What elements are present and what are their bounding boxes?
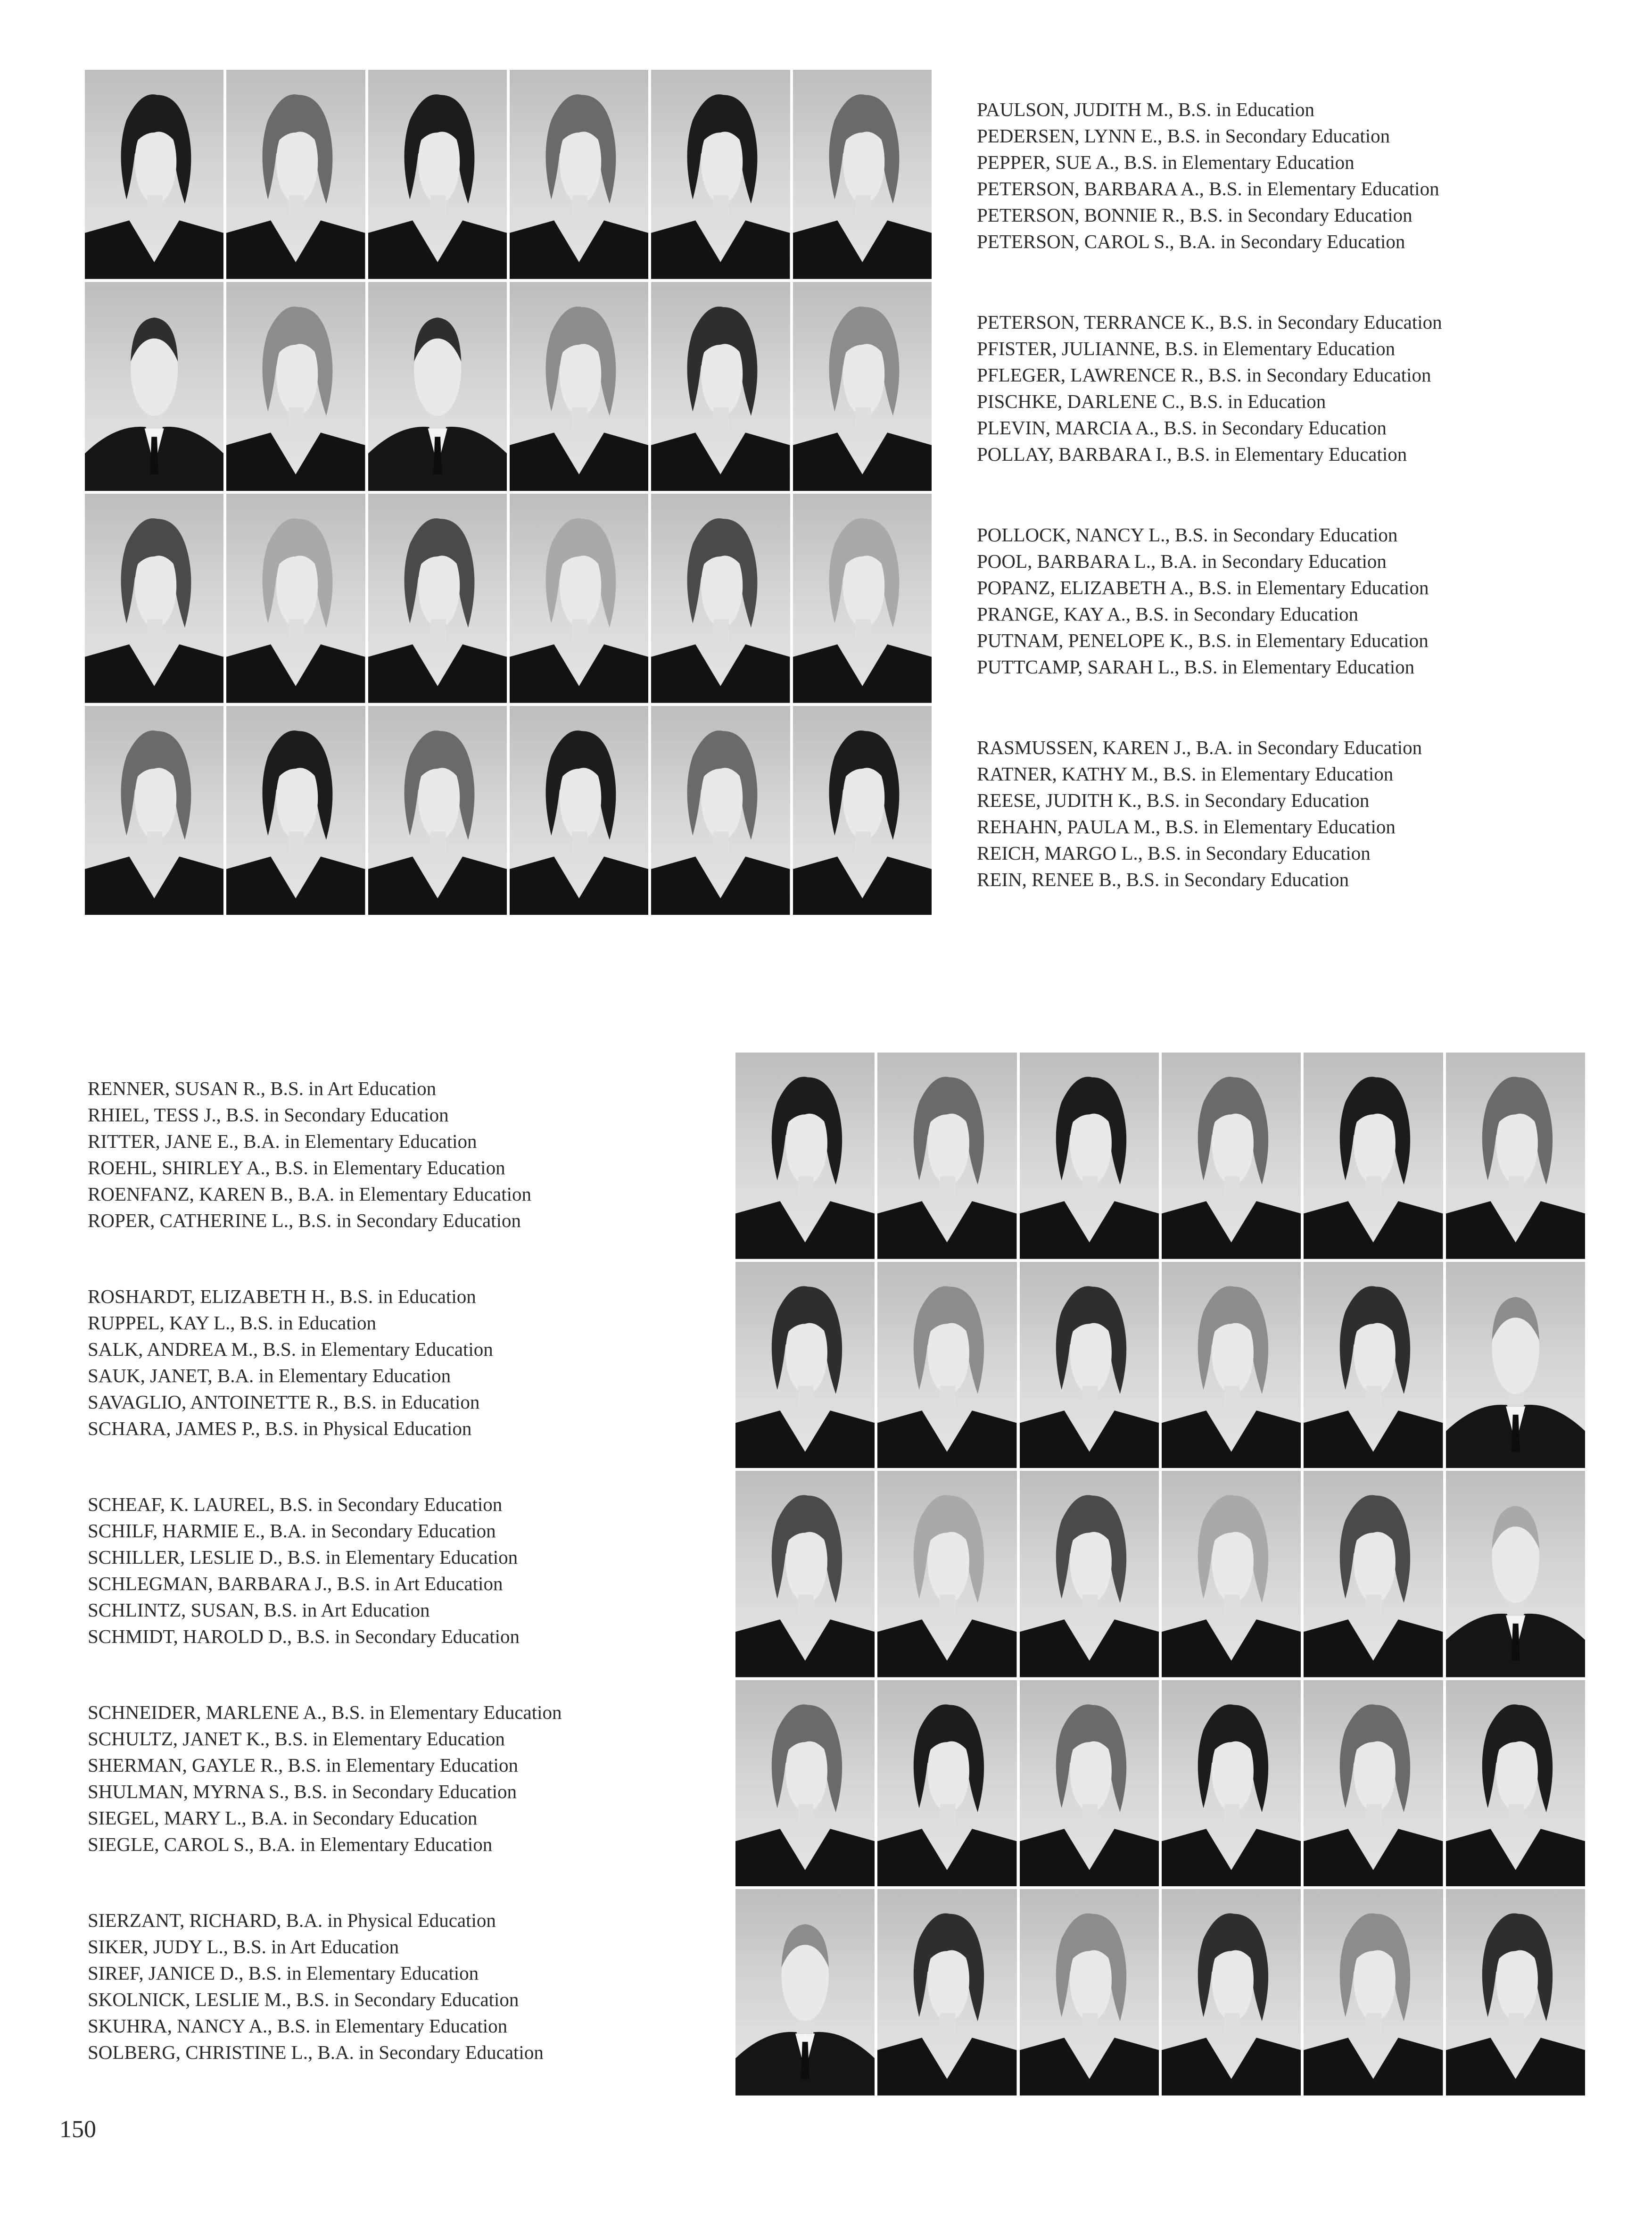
graduate-portrait [651,494,790,703]
graduate-portrait [735,1053,875,1259]
graduate-portrait [85,494,223,703]
graduate-portrait [85,706,223,915]
graduate-portrait [1446,1471,1585,1677]
name-group [88,1075,701,1283]
graduate-portrait [226,706,365,915]
graduate-portrait [651,282,790,491]
graduate-entry: SCHILLER, LESLIE D., B.S. in Elementary Education [88,1546,518,1568]
graduate-entry: SCHLINTZ, SUSAN, B.S. in Art Education [88,1599,430,1621]
graduate-portrait [1162,1053,1301,1259]
graduate-entry: SCHMIDT, HAROLD D., B.S. in Secondary Education [88,1625,520,1647]
graduate-portrait [1020,1680,1159,1887]
graduate-portrait [1020,1262,1159,1468]
graduate-entry: REHAHN, PAULA M., B.S. in Elementary Education [977,816,1396,838]
graduate-entry: PLEVIN, MARCIA A., B.S. in Secondary Education [977,417,1387,439]
graduate-portrait [877,1680,1016,1887]
graduate-portrait [1304,1889,1443,2096]
graduate-entry: SIKER, JUDY L., B.S. in Art Education [88,1936,399,1957]
graduate-portrait [510,282,648,491]
name-group [977,522,1627,734]
graduate-portrait [85,70,223,279]
graduate-portrait [651,70,790,279]
graduate-portrait [368,70,507,279]
graduate-portrait [1162,1262,1301,1468]
graduate-portrait [1304,1053,1443,1259]
graduate-entry: SAVAGLIO, ANTOINETTE R., B.S. in Education [88,1391,480,1413]
graduate-entry: PISCHKE, DARLENE C., B.S. in Education [977,390,1326,412]
graduate-entry: REIN, RENEE B., B.S. in Secondary Education [977,869,1349,890]
graduate-portrait [877,1053,1016,1259]
graduate-entry: SCHLEGMAN, BARBARA J., B.S. in Art Education [88,1573,503,1594]
graduate-portrait [1304,1262,1443,1468]
graduate-portrait [1446,1889,1585,2096]
graduate-entry: SIREF, JANICE D., B.S. in Elementary Education [88,1962,479,1984]
graduate-portrait [877,1889,1016,2096]
graduate-portrait [735,1889,875,2096]
graduate-portrait [226,282,365,491]
graduate-entry: ROPER, CATHERINE L., B.S. in Secondary Education [88,1210,521,1231]
graduate-entry: SKOLNICK, LESLIE M., B.S. in Secondary Education [88,1989,519,2010]
graduate-entry: RUPPEL, KAY L., B.S. in Education [88,1312,376,1334]
graduate-entry: PETERSON, BONNIE R., B.S. in Secondary Education [977,204,1412,226]
graduate-entry: SCHEAF, K. LAUREL, B.S. in Secondary Education [88,1493,503,1515]
graduate-entry: PAULSON, JUDITH M., B.S. in Education [977,99,1315,120]
graduate-portrait [1446,1053,1585,1259]
graduate-entry: ROENFANZ, KAREN B., B.A. in Elementary Education [88,1183,531,1205]
graduate-portrait [368,494,507,703]
graduate-entry: SHULMAN, MYRNA S., B.S. in Secondary Education [88,1781,517,1802]
graduate-entry: ROSHARDT, ELIZABETH H., B.S. in Education [88,1285,476,1307]
graduate-entry: PETERSON, CAROL S., B.A. in Secondary Education [977,231,1405,252]
graduate-portrait [510,70,648,279]
graduate-entry: SALK, ANDREA M., B.S. in Elementary Education [88,1338,493,1360]
graduate-entry: RASMUSSEN, KAREN J., B.A. in Secondary Education [977,737,1422,758]
graduate-portrait [735,1471,875,1677]
graduate-entry: POPANZ, ELIZABETH A., B.S. in Elementary Education [977,577,1429,598]
graduate-entry: POLLOCK, NANCY L., B.S. in Secondary Education [977,524,1398,546]
graduate-entry: PFISTER, JULIANNE, B.S. in Elementary Education [977,338,1396,359]
graduate-portrait [1162,1889,1301,2096]
graduate-entry: SCHILF, HARMIE E., B.A. in Secondary Education [88,1520,496,1542]
graduate-portrait [1304,1471,1443,1677]
graduate-entry: PEPPER, SUE A., B.S. in Elementary Education [977,151,1355,173]
graduate-entry: PETERSON, TERRANCE K., B.S. in Secondary Education [977,311,1442,333]
graduate-portrait [793,706,932,915]
graduate-entry: POOL, BARBARA L., B.A. in Secondary Education [977,550,1387,572]
graduate-portrait [1020,1053,1159,1259]
graduate-portrait [735,1680,875,1887]
graduate-portrait [510,494,648,703]
graduate-portrait [1446,1262,1585,1468]
graduate-entry: REESE, JUDITH K., B.S. in Secondary Education [977,789,1370,811]
name-group [977,96,1627,309]
graduate-entry: PETERSON, BARBARA A., B.S. in Elementary Education [977,178,1439,199]
graduate-entry: SIERZANT, RICHARD, B.A. in Physical Education [88,1909,496,1931]
graduate-portrait [651,706,790,915]
graduate-portrait [877,1262,1016,1468]
graduate-entry: PRANGE, KAY A., B.S. in Secondary Education [977,603,1358,625]
graduate-portrait [1162,1471,1301,1677]
graduate-portrait [1162,1680,1301,1887]
graduate-portrait [1020,1889,1159,2096]
graduate-entry: SIEGEL, MARY L., B.A. in Secondary Education [88,1807,478,1829]
graduate-entry: SHERMAN, GAYLE R., B.S. in Elementary Education [88,1754,518,1776]
name-group [88,1283,701,1491]
name-group [977,734,1627,947]
graduate-entry: SOLBERG, CHRISTINE L., B.A. in Secondary Education [88,2041,544,2063]
name-group [977,309,1627,522]
graduate-portrait [510,706,648,915]
name-group [88,1491,701,1699]
portrait-grid-top [85,70,932,915]
graduate-entry: RITTER, JANE E., B.A. in Elementary Education [88,1130,477,1152]
graduate-entry: PUTNAM, PENELOPE K., B.S. in Elementary Education [977,630,1429,651]
graduate-portrait [793,70,932,279]
graduate-entry: RATNER, KATHY M., B.S. in Elementary Education [977,763,1394,785]
graduate-entry: PFLEGER, LAWRENCE R., B.S. in Secondary Education [977,364,1431,386]
graduate-portrait [793,282,932,491]
graduate-portrait [226,494,365,703]
name-group [88,1907,701,2115]
graduate-portrait [85,282,223,491]
graduate-entry: SCHARA, JAMES P., B.S. in Physical Education [88,1418,472,1439]
graduate-portrait [368,282,507,491]
page-number: 150 [59,2116,96,2143]
name-group [88,1699,701,1907]
graduate-portrait [226,70,365,279]
graduate-portrait [1446,1680,1585,1887]
graduate-entry: REICH, MARGO L., B.S. in Secondary Education [977,842,1371,864]
graduate-entry: SCHNEIDER, MARLENE A., B.S. in Elementary Education [88,1701,562,1723]
graduate-portrait [793,494,932,703]
graduate-portrait [1020,1471,1159,1677]
graduate-entry: PEDERSEN, LYNN E., B.S. in Secondary Education [977,125,1390,147]
graduate-portrait [877,1471,1016,1677]
graduate-entry: POLLAY, BARBARA I., B.S. in Elementary Education [977,443,1407,465]
portrait-grid-bottom [735,1053,1585,2096]
graduate-portrait [735,1262,875,1468]
graduate-entry: SAUK, JANET, B.A. in Elementary Education [88,1365,451,1386]
graduate-entry: PUTTCAMP, SARAH L., B.S. in Elementary Education [977,656,1415,678]
graduate-entry: RHIEL, TESS J., B.S. in Secondary Education [88,1104,449,1126]
graduate-portrait [1304,1680,1443,1887]
name-list-top [977,96,1627,947]
graduate-entry: SKUHRA, NANCY A., B.S. in Elementary Education [88,2015,508,2037]
graduate-entry: ROEHL, SHIRLEY A., B.S. in Elementary Education [88,1157,505,1178]
graduate-portrait [368,706,507,915]
name-list-bottom [88,1075,701,2115]
graduate-entry: RENNER, SUSAN R., B.S. in Art Education [88,1078,437,1099]
graduate-entry: SCHULTZ, JANET K., B.S. in Elementary Education [88,1728,505,1750]
graduate-entry: SIEGLE, CAROL S., B.A. in Elementary Education [88,1833,493,1855]
